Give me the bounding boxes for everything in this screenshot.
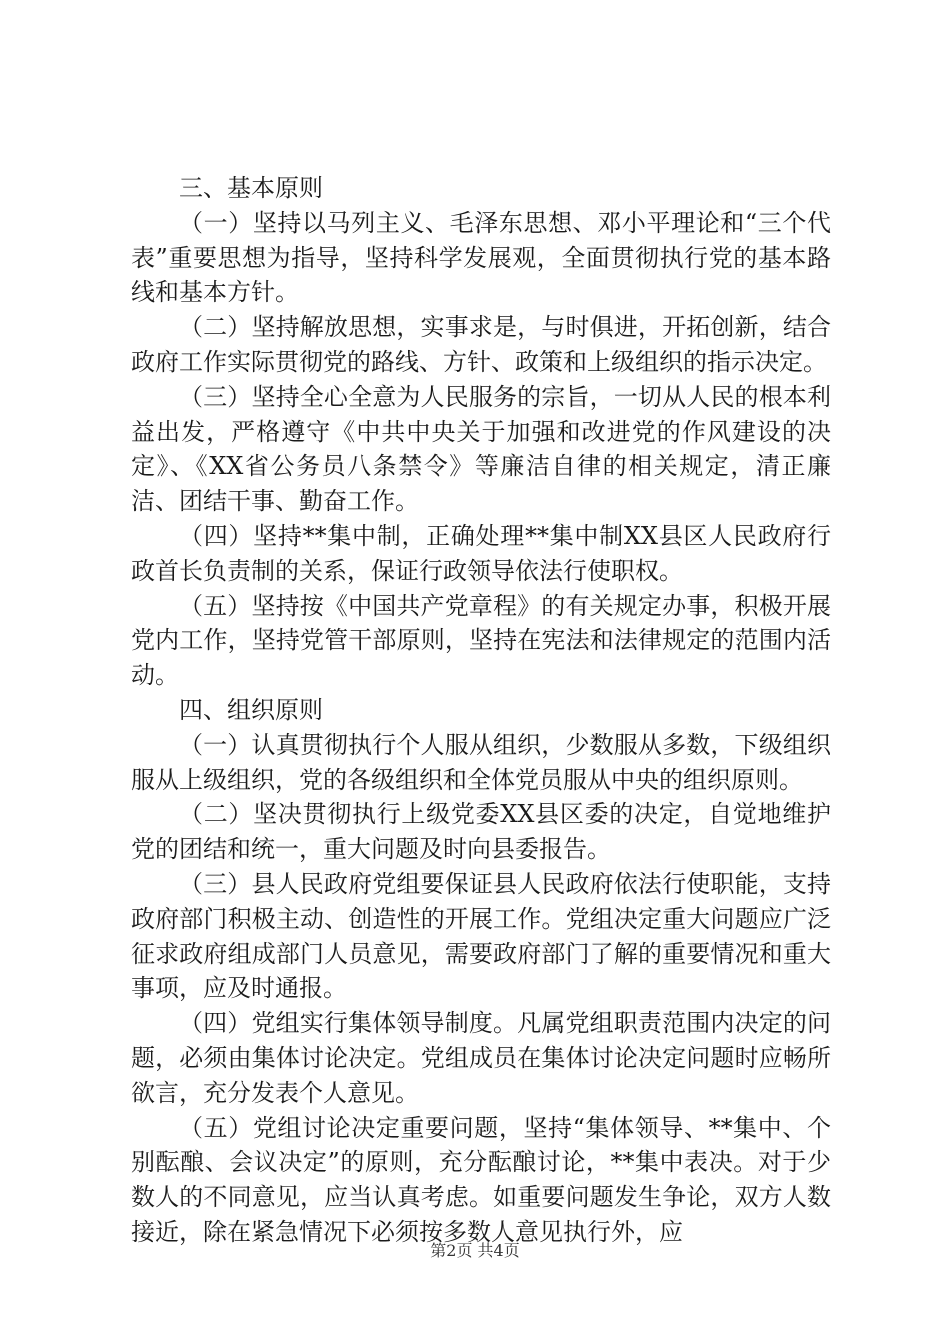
paragraph: （五）坚持按《中国共产党章程》的有关规定办事，积极开展党内工作，坚持党管干部原则，坚持在宪法和法律规定的范围内活动。 xyxy=(131,591,831,690)
paragraph: （四）坚持**集中制，正确处理**集中制XX县区人民政府行政首长负责制的关系，保证行政领导依法行使职权。 xyxy=(131,521,831,585)
paragraph: （三）县人民政府党组要保证县人民政府依法行使职能，支持政府部门积极主动、创造性的开展工作。党组决定重大问题应广泛征求政府组成部门人员意见，需要政府部门了解的重要情况和重大事项，应及时通报。 xyxy=(131,869,831,1003)
document-body xyxy=(131,171,831,1250)
paragraph: （一）坚持以马列主义、毛泽东思想、邓小平理论和“三个代表”重要思想为指导，坚持科学发展观，全面贯彻执行党的基本路线和基本方针。 xyxy=(131,208,831,307)
paragraph: （四）党组实行集体领导制度。凡属党组职责范围内决定的问题，必须由集体讨论决定。党组成员在集体讨论决定问题时应畅所欲言，充分发表个人意见。 xyxy=(131,1009,831,1107)
page-number-footer: 第2页 共4页 xyxy=(430,1241,520,1260)
section-heading-basic-principles: 三、基本原则 xyxy=(179,174,323,202)
paragraph: （一）认真贯彻执行个人服从组织，少数服从多数，下级组织服从上级组织，党的各级组织和全体党员服从中央的组织原则。 xyxy=(131,730,831,794)
paragraph: （五）党组讨论决定重要问题，坚持“集体领导、**集中、个别酝酿、会议决定”的原则，充分酝酿讨论，**集中表决。对于少数人的不同意见，应当认真考虑。如重要问题发生争论，双方人数接近，除在紧急情况下必须按多数人意见执行外，应 xyxy=(131,1113,831,1246)
section-heading-organization-principles: 四、组织原则 xyxy=(179,695,323,724)
paragraph: （三）坚持全心全意为人民服务的宗旨，一切从人民的根本利益出发，严格遵守《中共中央关于加强和改进党的作风建设的决定》、《XX省公务员八条禁令》等廉洁自律的相关规定，清正廉洁、团结干事、勤奋工作。 xyxy=(131,382,831,516)
paragraph: （二）坚决贯彻执行上级党委XX县区委的决定，自觉地维护党的团结和统一，重大问题及时向县委报告。 xyxy=(131,800,831,864)
paragraph: （二）坚持解放思想，实事求是，与时俱进，开拓创新，结合政府工作实际贯彻党的路线、方针、政策和上级组织的指示决定。 xyxy=(131,313,831,376)
